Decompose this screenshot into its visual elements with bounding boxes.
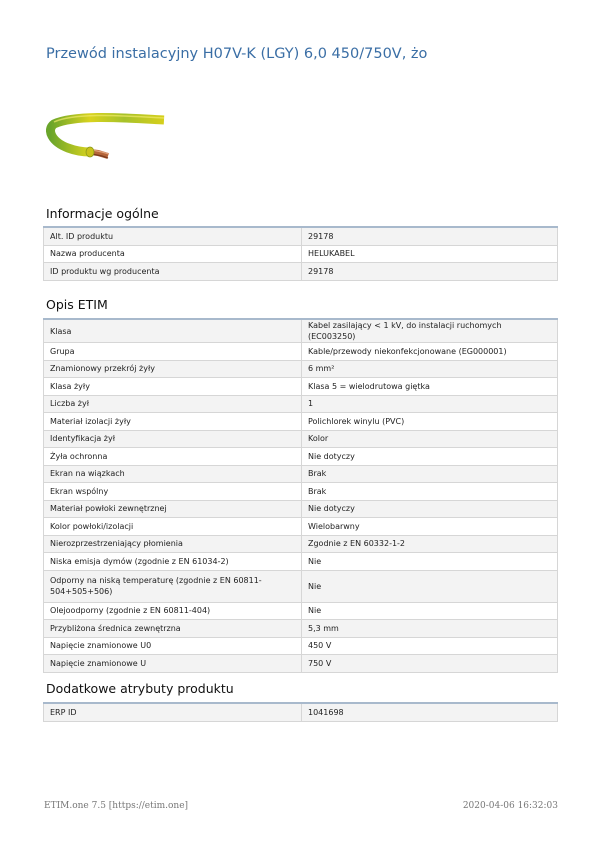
attribute-label: Żyła ochronna	[44, 448, 302, 466]
attribute-label: Alt. ID produktu	[44, 227, 302, 245]
attribute-value: Kable/przewody niekonfekcjonowane (EG000001)	[302, 343, 558, 361]
extra-attributes-table	[43, 702, 558, 722]
attribute-label: Niska emisja dymów (zgodnie z EN 61034-2)	[44, 553, 302, 571]
attribute-label: Ekran na wiązkach	[44, 465, 302, 483]
attribute-value: 29178	[302, 227, 558, 245]
table-row	[44, 620, 558, 638]
attribute-value: Zgodnie z EN 60332-1-2	[302, 535, 558, 553]
footer-timestamp: 2020-04-06 16:32:03	[462, 801, 558, 811]
table-row	[44, 319, 558, 343]
attribute-label: Grupa	[44, 343, 302, 361]
attribute-label: Klasa	[44, 319, 302, 343]
attribute-value: HELUKABEL	[302, 245, 558, 263]
attribute-value: 29178	[302, 263, 558, 281]
attribute-label: Identyfikacja żył	[44, 430, 302, 448]
table-row	[44, 395, 558, 413]
table-row	[44, 343, 558, 361]
table-row	[44, 360, 558, 378]
section-heading-general: Informacje ogólne	[46, 206, 159, 221]
section-heading-etim: Opis ETIM	[46, 297, 108, 312]
attribute-label: Liczba żył	[44, 395, 302, 413]
attribute-value: Klasa 5 = wielodrutowa giętka	[302, 378, 558, 396]
table-row	[44, 245, 558, 263]
table-row	[44, 637, 558, 655]
attribute-value: Polichlorek winylu (PVC)	[302, 413, 558, 431]
table-row	[44, 378, 558, 396]
attribute-label: Napięcie znamionowe U	[44, 655, 302, 673]
attribute-label: Materiał powłoki zewnętrznej	[44, 500, 302, 518]
attribute-label: Znamionowy przekrój żyły	[44, 360, 302, 378]
attribute-value: 6 mm²	[302, 360, 558, 378]
attribute-value: 5,3 mm	[302, 620, 558, 638]
table-row	[44, 570, 558, 602]
attribute-label: Klasa żyły	[44, 378, 302, 396]
attribute-value: 1041698	[302, 703, 558, 721]
attribute-value: Nie	[302, 602, 558, 620]
table-row	[44, 602, 558, 620]
table-row	[44, 448, 558, 466]
attribute-label: Nierozprzestrzeniający płomienia	[44, 535, 302, 553]
table-row	[44, 703, 558, 721]
attribute-value: Brak	[302, 483, 558, 501]
attribute-label: Przybliżona średnica zewnętrzna	[44, 620, 302, 638]
attribute-label: Nazwa producenta	[44, 245, 302, 263]
attribute-label: ID produktu wg producenta	[44, 263, 302, 281]
attribute-label: Materiał izolacji żyły	[44, 413, 302, 431]
table-row	[44, 465, 558, 483]
attribute-value: Nie	[302, 570, 558, 602]
table-row	[44, 535, 558, 553]
attribute-value: Kolor	[302, 430, 558, 448]
table-row	[44, 430, 558, 448]
table-row	[44, 553, 558, 571]
attribute-value: 750 V	[302, 655, 558, 673]
attribute-value: Wielobarwny	[302, 518, 558, 536]
footer-source: ETIM.one 7.5 [https://etim.one]	[44, 801, 189, 811]
table-row	[44, 518, 558, 536]
attribute-value: Nie dotyczy	[302, 500, 558, 518]
attribute-label: Ekran wspólny	[44, 483, 302, 501]
attribute-value: 1	[302, 395, 558, 413]
attribute-value: Nie	[302, 553, 558, 571]
table-row	[44, 483, 558, 501]
table-row	[44, 227, 558, 245]
attribute-label: ERP ID	[44, 703, 302, 721]
attribute-label: Napięcie znamionowe U0	[44, 637, 302, 655]
attribute-value: 450 V	[302, 637, 558, 655]
table-row	[44, 655, 558, 673]
table-row	[44, 500, 558, 518]
attribute-value: Kabel zasilający < 1 kV, do instalacji ruchomych (EC003250)	[302, 319, 558, 343]
page-title: Przewód instalacyjny H07V-K (LGY) 6,0 450/750V, żo	[46, 46, 428, 62]
cable-image	[46, 110, 166, 170]
etim-table	[43, 318, 558, 673]
attribute-label: Odporny na niską temperaturę (zgodnie z EN 60811-504+505+506)	[44, 570, 302, 602]
table-row	[44, 413, 558, 431]
table-row	[44, 263, 558, 281]
attribute-value: Nie dotyczy	[302, 448, 558, 466]
attribute-value: Brak	[302, 465, 558, 483]
attribute-label: Kolor powłoki/izolacji	[44, 518, 302, 536]
attribute-label: Olejoodporny (zgodnie z EN 60811-404)	[44, 602, 302, 620]
section-heading-extra: Dodatkowe atrybuty produktu	[46, 681, 234, 696]
general-info-table	[43, 226, 558, 281]
